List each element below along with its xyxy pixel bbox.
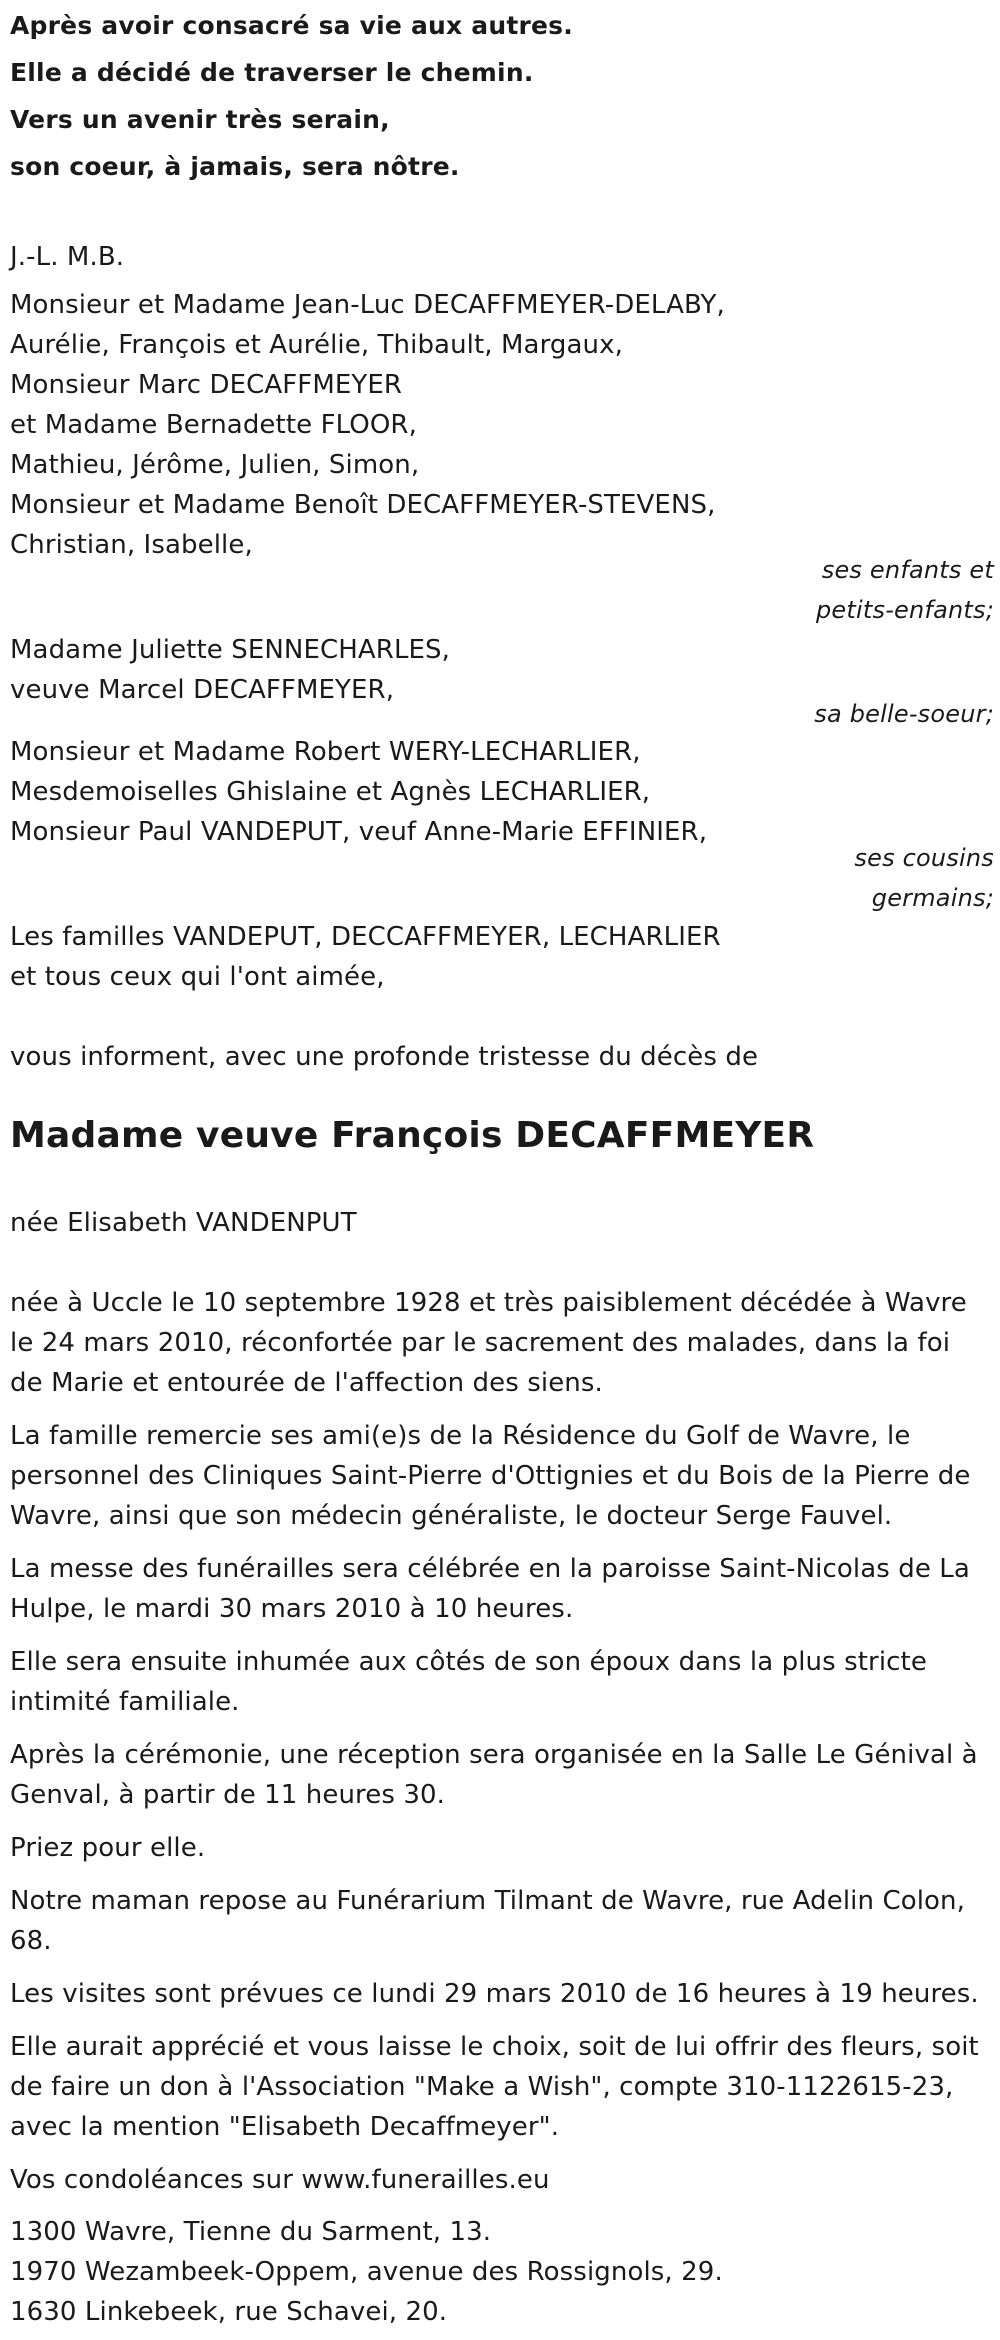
detail-paragraph: Elle aurait apprécié et vous laisse le choix, soit de lui offrir des fleurs, soit de faire un don à l'Association "Make a Wish", compte 310-1122615-23, avec la mention "Elisabeth Decaffmeyer". (10, 2032, 979, 2142)
family-group-cousins (10, 732, 985, 852)
family-line: Mathieu, Jérôme, Julien, Simon, (10, 450, 420, 480)
relation-line: germains; (871, 884, 994, 912)
addresses (10, 2212, 985, 2332)
poem-line: Après avoir consacré sa vie aux autres. (10, 11, 573, 40)
family-line: Monsieur Paul VANDEPUT, veuf Anne-Marie EFFINIER, (10, 817, 708, 847)
obituary-details (10, 1283, 990, 2213)
relation-cousins (854, 838, 994, 918)
poem-signature: J.-L. M.B. (10, 242, 125, 272)
relation-line: ses cousins (854, 844, 994, 872)
family-line: Aurélie, François et Aurélie, Thibault, Margaux, (10, 330, 623, 360)
family-line: Christian, Isabelle, (10, 530, 253, 560)
detail-paragraph: Elle sera ensuite inhumée aux côtés de son époux dans la plus stricte intimité familiale. (10, 1647, 927, 1717)
deceased-name: Madame veuve François DECAFFMEYER (10, 1115, 815, 1156)
family-line: et tous ceux qui l'ont aimée, (10, 962, 385, 992)
family-line: Monsieur et Madame Jean-Luc DECAFFMEYER-DELABY, (10, 290, 725, 320)
relation-line: ses enfants et (821, 556, 994, 584)
family-line: Monsieur Marc DECAFFMEYER (10, 370, 403, 400)
poem-line: Elle a décidé de traverser le chemin. (10, 58, 534, 87)
family-line: Les familles VANDEPUT, DECCAFFMEYER, LECHARLIER (10, 922, 721, 952)
family-group-children (10, 285, 985, 565)
family-line: Mesdemoiselles Ghislaine et Agnès LECHARLIER, (10, 777, 651, 807)
detail-paragraph: née à Uccle le 10 septembre 1928 et très paisiblement décédée à Wavre le 24 mars 2010, réconfortée par le sacrement des malades, dans la foi de Marie et entourée de l'affection des siens. (10, 1288, 967, 1398)
family-line: veuve Marcel DECAFFMEYER, (10, 675, 395, 705)
detail-paragraph: La messe des funérailles sera célébrée en la paroisse Saint-Nicolas de La Hulpe, le mardi 30 mars 2010 à 10 heures. (10, 1554, 970, 1624)
relation-line: petits-enfants; (816, 596, 994, 624)
poem (10, 8, 970, 196)
poem-line: son coeur, à jamais, sera nôtre. (10, 152, 460, 181)
family-line: Madame Juliette SENNECHARLES, (10, 635, 451, 665)
address-line: 1300 Wavre, Tienne du Sarment, 13. (10, 2217, 492, 2247)
address-line: 1630 Linkebeek, rue Schavei, 20. (10, 2297, 448, 2327)
detail-paragraph: Priez pour elle. (10, 1833, 206, 1863)
poem-line: Vers un avenir très serain, (10, 105, 390, 134)
address-line: 1970 Wezambeek-Oppem, avenue des Rossignols, 29. (10, 2257, 723, 2287)
detail-paragraph: Notre maman repose au Funérarium Tilmant de Wavre, rue Adelin Colon, 68. (10, 1886, 965, 1956)
family-group-others (10, 917, 985, 997)
relation-line: sa belle-soeur; (814, 700, 994, 728)
announcement-line: vous informent, avec une profonde tristesse du décès de (10, 1042, 759, 1072)
condolences-line: Vos condoléances sur www.funerailles.eu (10, 2165, 550, 2195)
relation-children (816, 550, 994, 630)
detail-paragraph: La famille remercie ses ami(e)s de la Résidence du Golf de Wavre, le personnel des Cliniques Saint-Pierre d'Ottignies et du Bois de la Pierre de Wavre, ainsi que son médecin généraliste, le docteur Serge Fauvel. (10, 1421, 971, 1531)
relation-sister-in-law (814, 694, 994, 734)
family-line: et Madame Bernadette FLOOR, (10, 410, 417, 440)
detail-paragraph: Après la cérémonie, une réception sera organisée en la Salle Le Génival à Genval, à partir de 11 heures 30. (10, 1740, 978, 1810)
family-line: Monsieur et Madame Benoît DECAFFMEYER-STEVENS, (10, 490, 716, 520)
maiden-name: née Elisabeth VANDENPUT (10, 1208, 357, 1238)
detail-paragraph: Les visites sont prévues ce lundi 29 mars 2010 de 16 heures à 19 heures. (10, 1979, 979, 2009)
family-line: Monsieur et Madame Robert WERY-LECHARLIER, (10, 737, 641, 767)
